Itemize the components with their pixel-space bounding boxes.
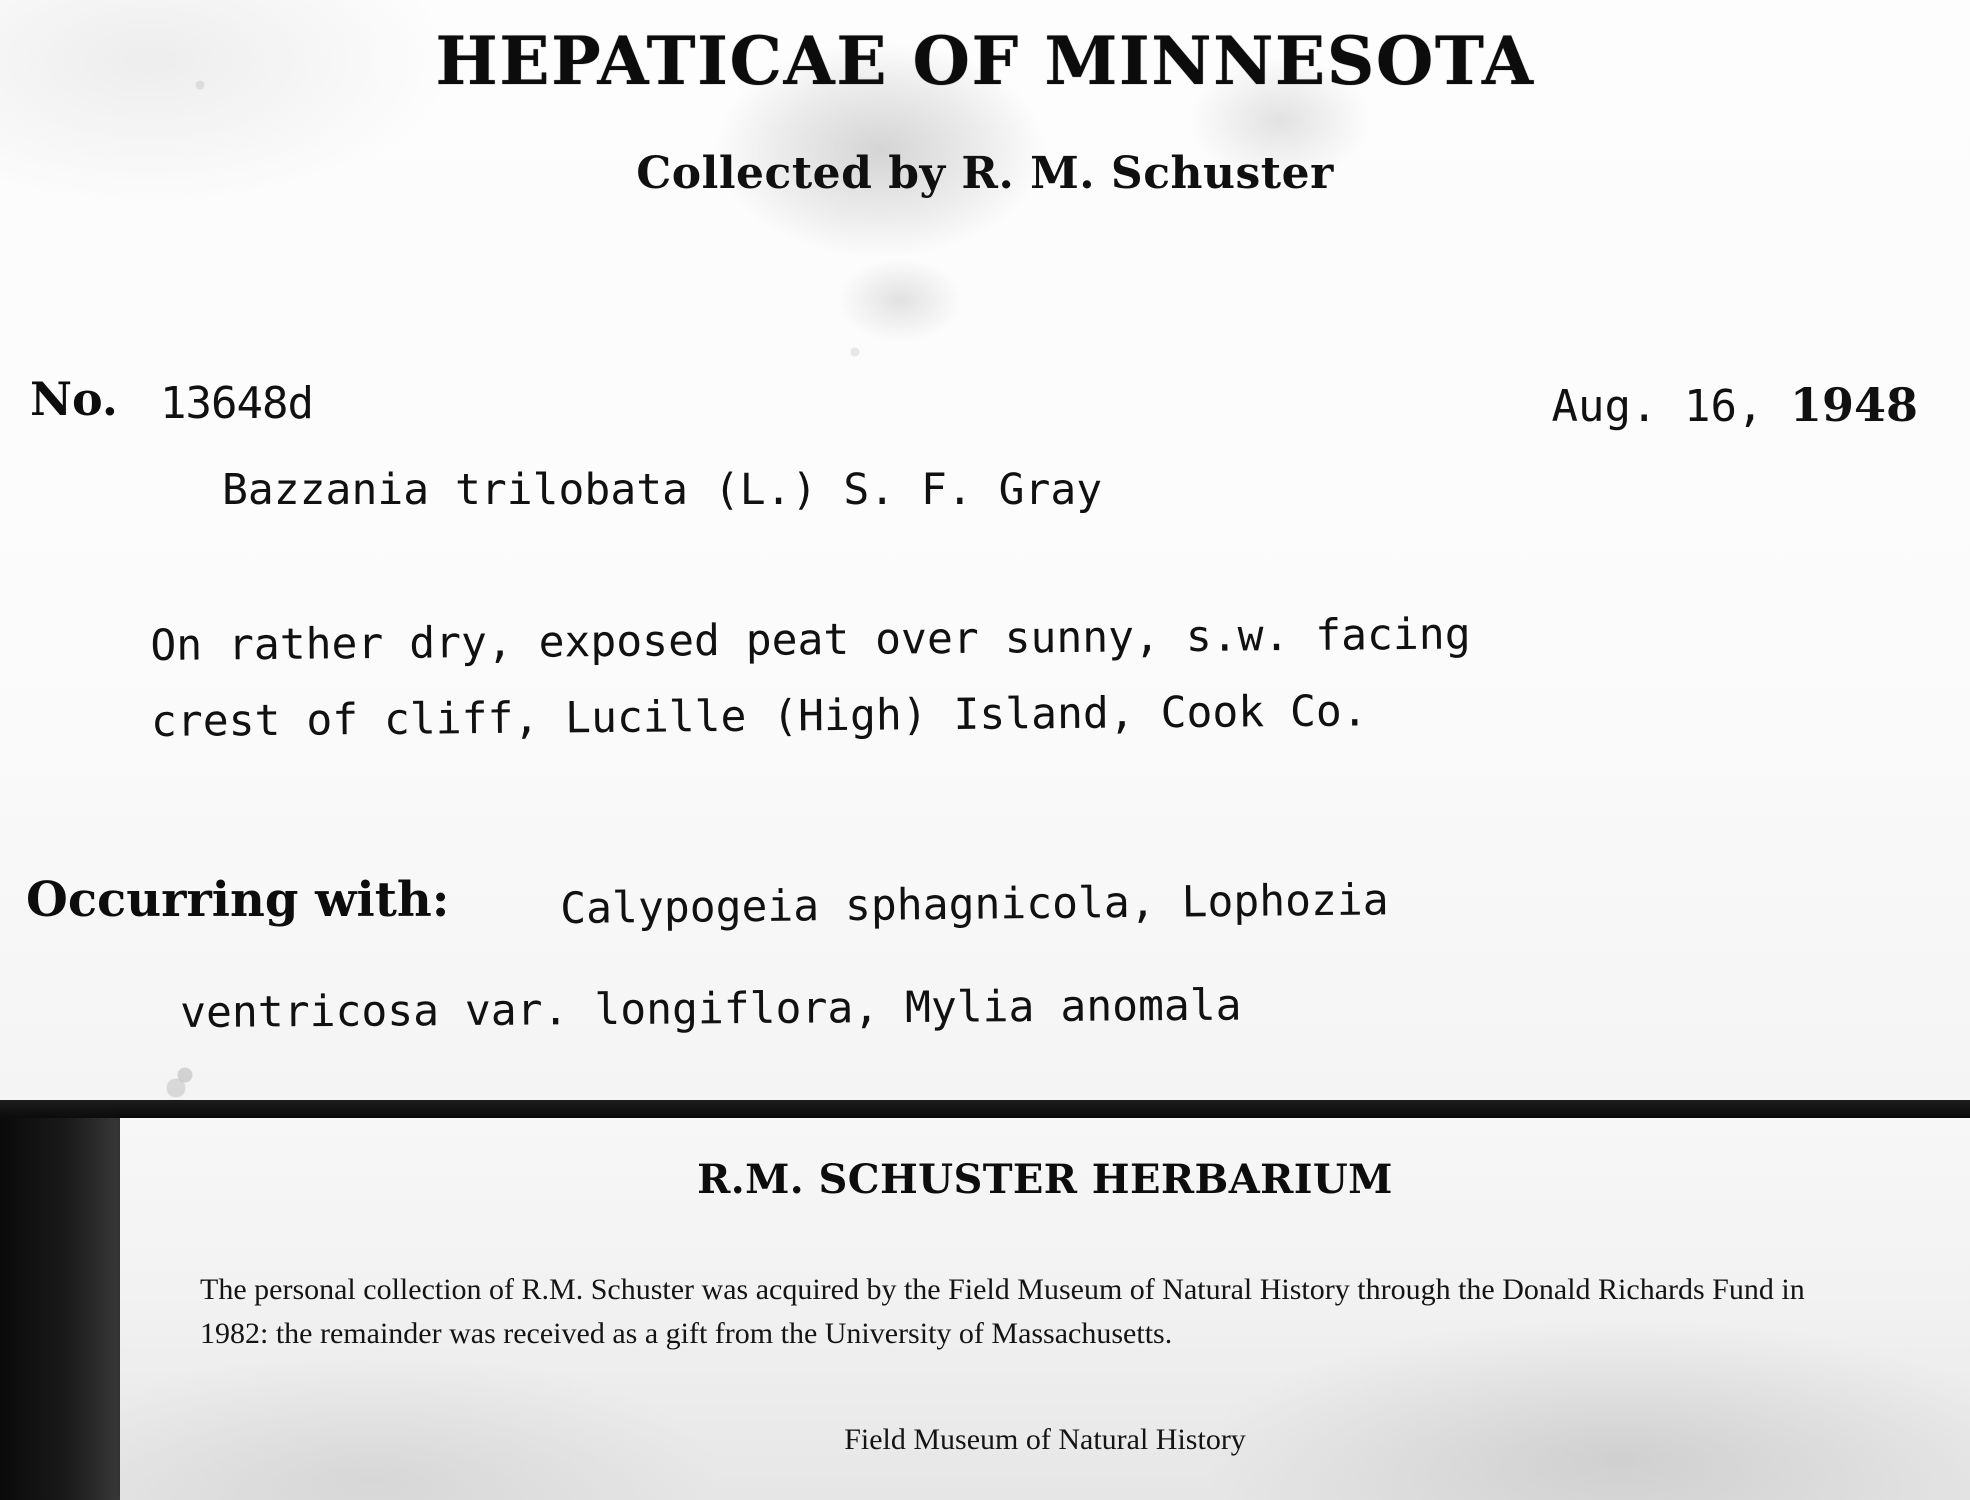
collection-number-row — [30, 372, 1940, 438]
collection-number-value: 13648d — [160, 378, 313, 429]
collection-number-label: No. — [30, 372, 118, 426]
slip-left-shadow — [0, 1118, 122, 1500]
habitat-text — [150, 596, 1472, 760]
herbarium-institution: Field Museum of Natural History — [844, 1423, 1246, 1456]
herbarium-provenance-text: The personal collection of R.M. Schuster was acquired by the Field Museum of Natural History through the Donald Richards Fund in 1982: the remainder was received as a gift from the University of Massachusetts. — [200, 1273, 1805, 1350]
habitat-line-1: On rather dry, exposed peat over sunny, s.w. facing — [150, 609, 1471, 671]
herbarium-title: R.M. SCHUSTER HERBARIUM — [697, 1156, 1393, 1203]
collection-date-day: Aug. 16, — [1551, 381, 1790, 432]
collector-line: Collected by R. M. Schuster — [636, 148, 1334, 199]
specimen-label-title: HEPATICAE OF MINNESOTA — [435, 22, 1535, 100]
habitat-line-2: crest of cliff, Lucille (High) Island, Cook Co. — [150, 686, 1368, 747]
collection-date-year: 1948 — [1789, 378, 1918, 432]
herbarium-slip — [120, 1118, 1970, 1500]
associates-line-2: ventricosa var. longiflora, Mylia anomala — [180, 980, 1242, 1038]
associates-line-1: Calypogeia sphagnicola, Lophozia — [560, 875, 1389, 934]
associates-label: Occurring with: — [26, 872, 450, 928]
taxon-name: Bazzania trilobata (L.) S. F. Gray — [222, 465, 1103, 515]
collection-date — [1552, 378, 1918, 432]
